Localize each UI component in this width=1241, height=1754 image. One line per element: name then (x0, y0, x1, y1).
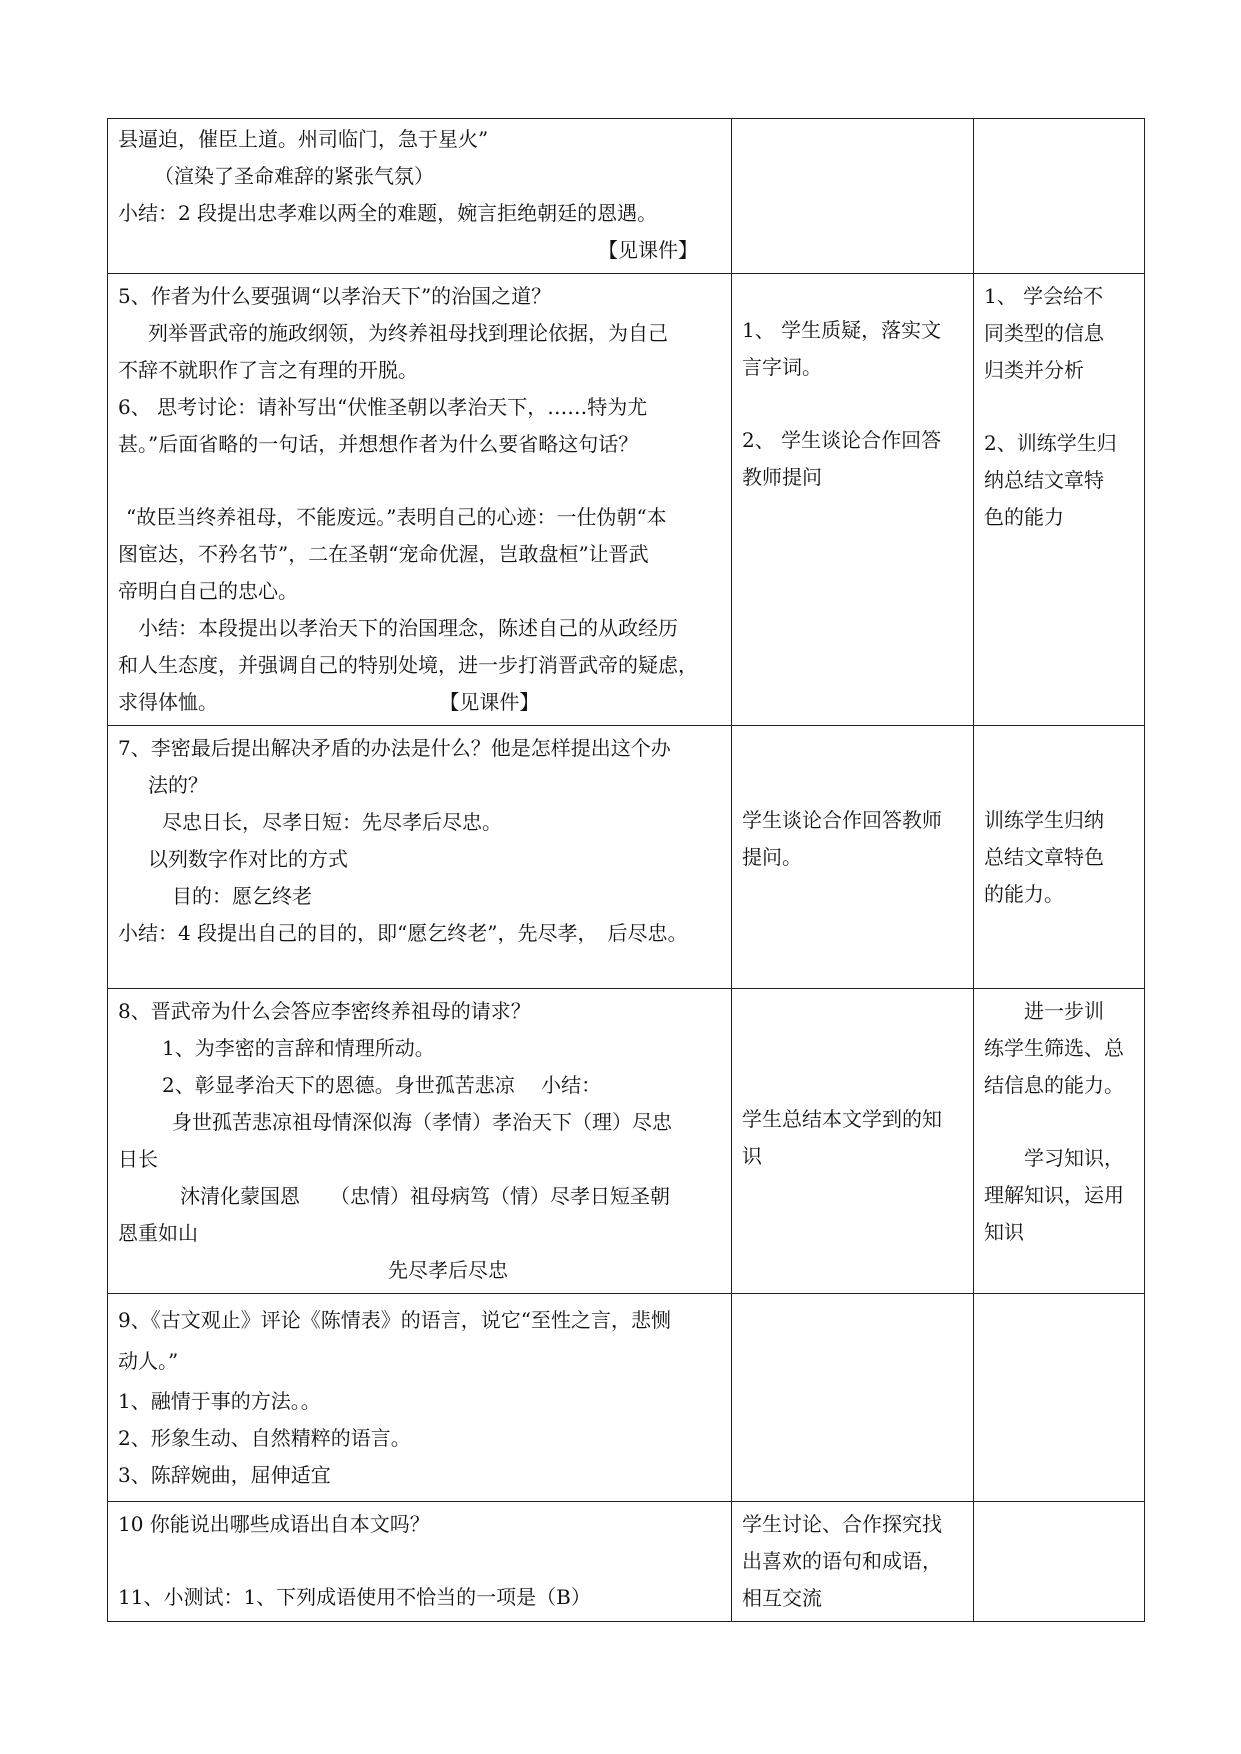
content-line: 图宦达，不矜名节”，二在圣朝“宠命优渥，岂敢盘桓”让晋武 (118, 542, 649, 566)
lesson-plan-table (107, 118, 1145, 1622)
activity-line: 提问。 (742, 845, 802, 869)
content-cell (108, 726, 732, 989)
goal-line: 练学生筛选、总 (984, 1036, 1124, 1060)
design-goal-cell (974, 119, 1145, 274)
goal-line: 纳总结文章特 (984, 468, 1104, 492)
question-heading: 10 你能说出哪些成语出自本文吗？ (118, 1512, 430, 1536)
quiz-line: 11、小测试：1、下列成语使用不恰当的一项是（B） (118, 1585, 591, 1609)
question-heading: 7、李密最后提出解决矛盾的办法是什么？他是怎样提出这个办 (118, 736, 671, 760)
content-line: 帝明白自己的忠心。 (118, 579, 298, 603)
content-line: 2、形象生动、自然精粹的语言。 (118, 1426, 411, 1450)
content-line: 小结：2 段提出忠孝难以两全的难题，婉言拒绝朝廷的恩遇。 (118, 201, 658, 225)
summary-line: 小结：本段提出以孝治天下的治国理念，陈述自己的从政经历 (138, 616, 678, 640)
courseware-note: 【见课件】 (439, 690, 540, 714)
content-line: 身世孤苦悲凉祖母情深似海（孝情）孝治天下（理）尽忠 (172, 1110, 672, 1134)
content-line: 日长 (118, 1147, 158, 1171)
content-line: 3、陈辞婉曲，屈伸适宜 (118, 1463, 331, 1487)
content-cell (108, 274, 732, 726)
content-text: 求得体恤。 (118, 690, 218, 714)
content-line: 1、融情于事的方法。。 (118, 1389, 321, 1413)
content-cell (108, 1502, 732, 1622)
content-line: 列举晋武帝的施政纲领，为终养祖母找到理论依据，为自己 (148, 321, 668, 345)
content-cell (108, 1294, 732, 1502)
activity-line: 识 (742, 1144, 762, 1168)
question-heading: 8、晋武帝为什么会答应李密终养祖母的请求？ (118, 999, 531, 1023)
content-line: 不辞不就职作了言之有理的开脱。 (118, 358, 418, 382)
design-goal-cell (974, 274, 1145, 726)
goal-line: 的能力。 (984, 882, 1064, 906)
summary-line: 小结：4 段提出自己的目的，即“愿乞终老”，先尽孝， 后尽忠。 (118, 921, 688, 945)
content-line: 沐清化蒙国恩 （忠情）祖母病笃（情）尽孝日短圣朝 (180, 1184, 670, 1208)
goal-line: 知识 (984, 1220, 1024, 1244)
goal-line: 进一步训 (1024, 999, 1104, 1023)
courseware-note: 【见课件】 (598, 238, 698, 262)
student-activity-cell (732, 1502, 974, 1622)
content-line: 先尽孝后尽忠 (388, 1258, 508, 1282)
activity-line: 学生谈论合作回答教师 (742, 808, 942, 832)
activity-line: 1、 学生质疑，落实文 (742, 318, 942, 342)
goal-line: 结信息的能力。 (984, 1073, 1124, 1097)
design-goal-cell (974, 726, 1145, 989)
question-heading: 6、 思考讨论：请补写出“伏惟圣朝以孝治天下，……特为尤 (118, 395, 648, 419)
table-row (108, 119, 1145, 274)
goal-line: 归类并分析 (984, 358, 1084, 382)
activity-line: 出喜欢的语句和成语， (742, 1549, 942, 1573)
goal-line: 理解知识，运用 (984, 1183, 1124, 1207)
student-activity-cell (732, 119, 974, 274)
student-activity-cell (732, 726, 974, 989)
content-line: 目的：愿乞终老 (172, 884, 312, 908)
activity-line: 2、 学生谈论合作回答 (742, 428, 942, 452)
goal-line: 学习知识， (1024, 1146, 1124, 1170)
table-row (108, 274, 1145, 726)
content-line: 尽忠日长，尽孝日短：先尽孝后尽忠。 (162, 810, 502, 834)
table-row (108, 989, 1145, 1294)
design-goal-cell (974, 1294, 1145, 1502)
design-goal-cell (974, 1502, 1145, 1622)
content-line: 和人生态度，并强调自己的特别处境，进一步打消晋武帝的疑虑， (118, 653, 698, 677)
content-line: 动人。” (118, 1349, 179, 1373)
table-row (108, 1294, 1145, 1502)
design-goal-cell (974, 989, 1145, 1294)
content-line: （渲染了圣命难辞的紧张气氛） (154, 164, 434, 188)
goal-line: 2、训练学生归 (984, 431, 1117, 455)
student-activity-cell (732, 274, 974, 726)
activity-line: 言字词。 (742, 355, 822, 379)
table-row (108, 726, 1145, 989)
content-line: 1、为李密的言辞和情理所动。 (162, 1036, 435, 1060)
goal-line: 1、 学会给不 (984, 284, 1104, 308)
content-line: 法的？ (148, 773, 208, 797)
content-cell (108, 119, 732, 274)
activity-line: 学生总结本文学到的知 (742, 1107, 942, 1131)
question-heading: 9、《古文观止》评论《陈情表》的语言，说它“至性之言，悲恻 (118, 1308, 671, 1332)
activity-line: 学生讨论、合作探究找 (742, 1512, 942, 1536)
goal-line: 色的能力 (984, 505, 1064, 529)
content-line: 以列数字作对比的方式 (148, 847, 348, 871)
goal-line: 训练学生归纳 (984, 808, 1104, 832)
activity-line: 教师提问 (742, 465, 822, 489)
goal-line: 总结文章特色 (984, 845, 1104, 869)
question-heading: 5、作者为什么要强调“以孝治天下”的治国之道？ (118, 284, 552, 308)
content-line: 2、彰显孝治天下的恩德。身世孤苦悲凉 小结： (162, 1073, 602, 1097)
student-activity-cell (732, 1294, 974, 1502)
activity-line: 相互交流 (742, 1586, 822, 1610)
student-activity-cell (732, 989, 974, 1294)
goal-line: 同类型的信息 (984, 321, 1104, 345)
content-line: 甚。”后面省略的一句话，并想想作者为什么要省略这句话？ (118, 432, 639, 456)
content-line: 县逼迫，催臣上道。州司临门，急于星火” (118, 127, 489, 151)
content-cell (108, 989, 732, 1294)
table-row (108, 1502, 1145, 1622)
content-line (118, 684, 721, 721)
content-line: 恩重如山 (118, 1221, 198, 1245)
content-line: “故臣当终养祖母，不能废远。”表明自己的心迹：一仕伪朝“本 (126, 505, 667, 529)
